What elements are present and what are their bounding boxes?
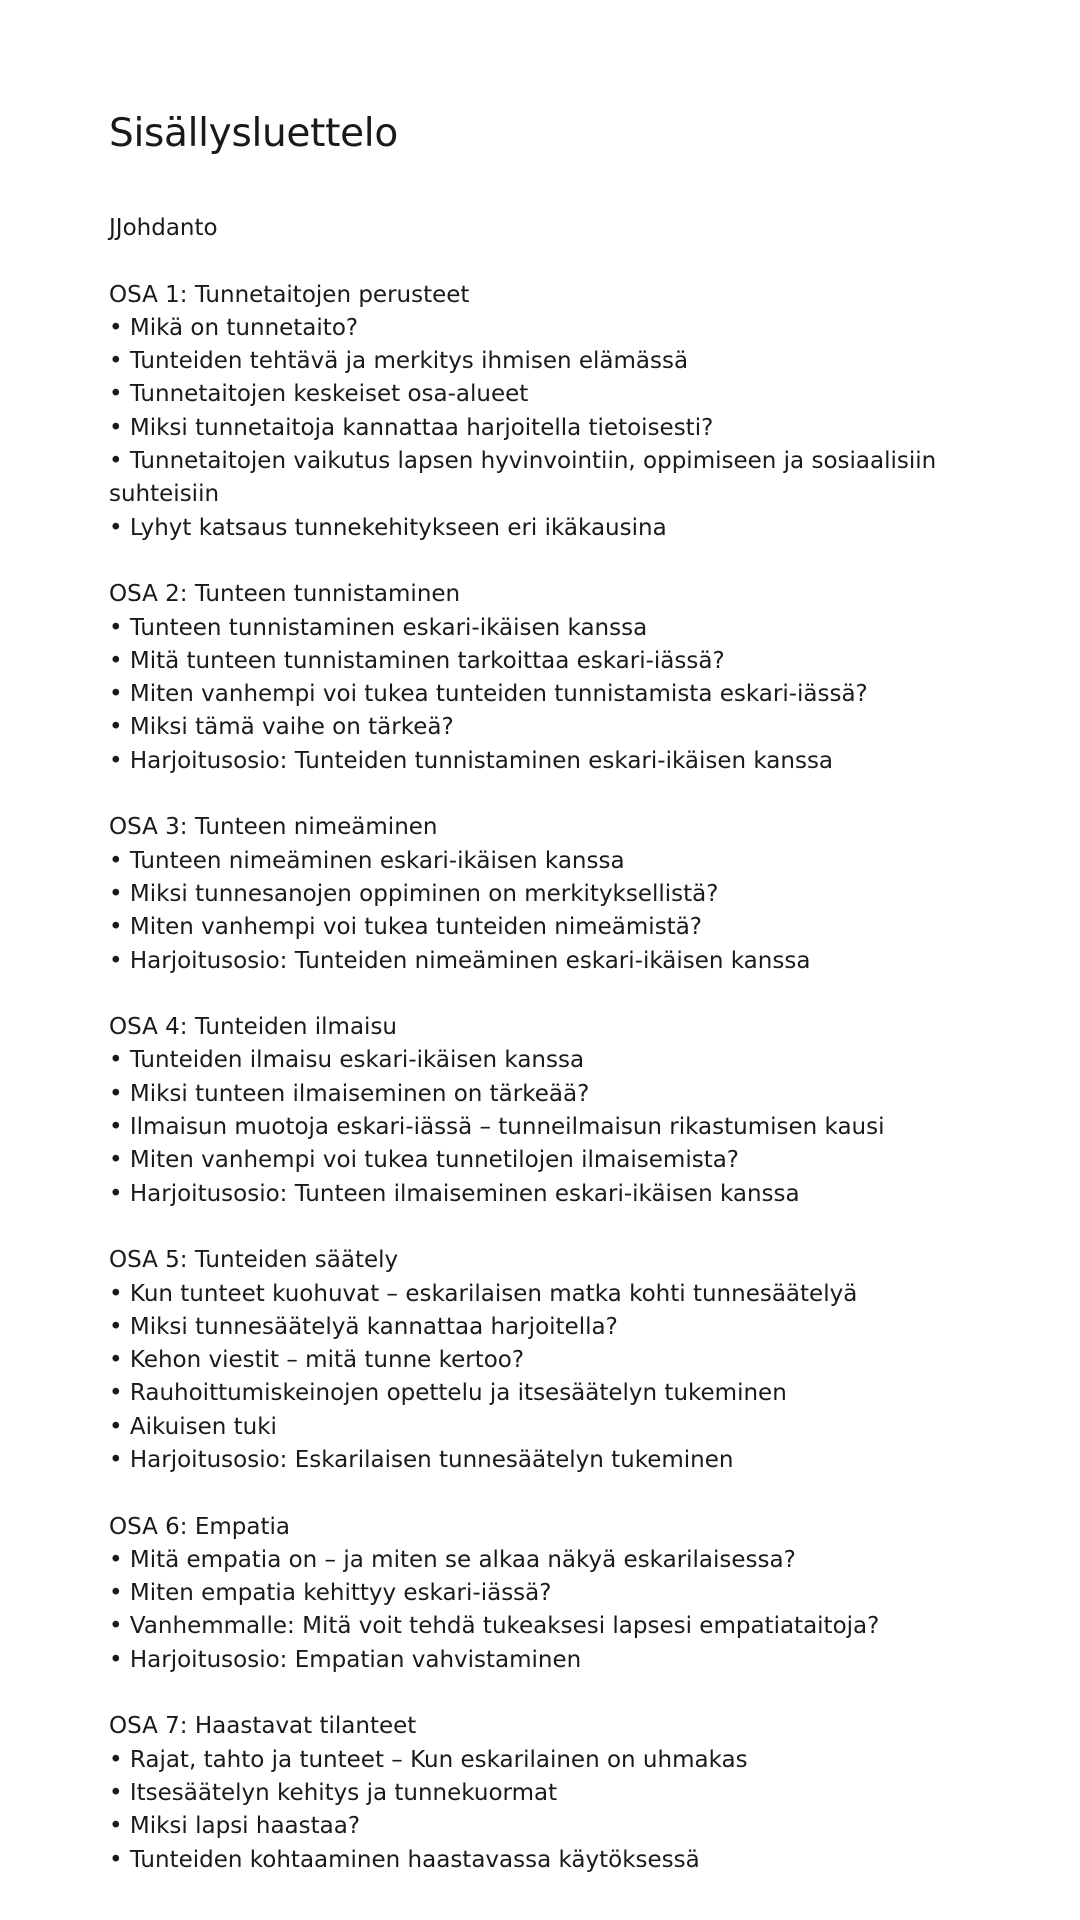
- section-heading: OSA 1: Tunnetaitojen perusteet: [109, 281, 470, 308]
- toc-item: • Tunteen nimeäminen eskari-ikäisen kanssa: [109, 847, 625, 874]
- toc-item: • Ilmaisun muotoja eskari-iässä – tunneilmaisun rikastumisen kausi: [109, 1114, 885, 1141]
- toc-item: • Harjoitusosio: Tunteen ilmaiseminen eskari-ikäisen kanssa: [109, 1180, 800, 1207]
- toc-item: • Harjoitusosio: Eskarilaisen tunnesäätelyn tukeminen: [109, 1446, 734, 1473]
- toc-item: • Tunteiden tehtävä ja merkitys ihmisen elämässä: [109, 348, 689, 375]
- section-heading: OSA 6: Empatia: [109, 1513, 291, 1540]
- section-spacer: [109, 245, 969, 278]
- toc-section: [109, 811, 969, 977]
- toc-item: • Tunteen tunnistaminen eskari-ikäisen kanssa: [109, 614, 648, 641]
- section-spacer: [109, 778, 969, 811]
- toc-item: • Mikä on tunnetaito?: [109, 314, 359, 341]
- toc-section: [109, 578, 969, 778]
- toc-item: • Tunteiden ilmaisu eskari-ikäisen kanssa: [109, 1047, 585, 1074]
- table-of-contents: [109, 245, 969, 1877]
- toc-item: • Miksi tunnesanojen oppiminen on merkityksellistä?: [109, 880, 719, 907]
- toc-item: • Miksi lapsi haastaa?: [109, 1813, 361, 1840]
- toc-item: • Tunnetaitojen vaikutus lapsen hyvinvointiin, oppimiseen ja sosiaalisiin suhteisiin: [109, 448, 937, 508]
- toc-section: [109, 1011, 969, 1211]
- toc-section: [109, 1710, 969, 1876]
- toc-item: • Harjoitusosio: Tunteiden tunnistaminen eskari-ikäisen kanssa: [109, 747, 834, 774]
- toc-item: • Tunteiden kohtaaminen haastavassa käytöksessä: [109, 1846, 700, 1873]
- toc-item: • Harjoitusosio: Empatian vahvistaminen: [109, 1646, 582, 1673]
- toc-item: • Lyhyt katsaus tunnekehitykseen eri ikäkausina: [109, 514, 667, 541]
- toc-item: • Vanhemmalle: Mitä voit tehdä tukeaksesi lapsesi empatiataitoja?: [109, 1613, 880, 1640]
- section-heading: OSA 4: Tunteiden ilmaisu: [109, 1014, 398, 1041]
- toc-section: [109, 279, 969, 545]
- section-spacer: [109, 545, 969, 578]
- toc-item: • Rauhoittumiskeinojen opettelu ja itsesäätelyn tukeminen: [109, 1380, 787, 1407]
- toc-section: [109, 1511, 969, 1677]
- intro-entry: JJohdanto: [109, 215, 218, 241]
- section-heading: OSA 3: Tunteen nimeäminen: [109, 814, 438, 841]
- toc-item: • Mitä tunteen tunnistaminen tarkoittaa eskari-iässä?: [109, 647, 725, 674]
- page-title: Sisällysluettelo: [109, 111, 398, 156]
- toc-item: • Tunnetaitojen keskeiset osa-alueet: [109, 381, 529, 408]
- toc-item: • Miksi tämä vaihe on tärkeä?: [109, 714, 454, 741]
- toc-item: • Miksi tunteen ilmaiseminen on tärkeää?: [109, 1080, 590, 1107]
- document-page: [109, 104, 969, 1877]
- toc-item: • Kun tunteet kuohuvat – eskarilaisen matka kohti tunnesäätelyä: [109, 1280, 858, 1307]
- toc-section: [109, 1244, 969, 1477]
- toc-item: • Miten empatia kehittyy eskari-iässä?: [109, 1580, 552, 1607]
- toc-item: • Itsesäätelyn kehitys ja tunnekuormat: [109, 1779, 558, 1806]
- toc-item: • Rajat, tahto ja tunteet – Kun eskarilainen on uhmakas: [109, 1746, 748, 1773]
- toc-item: • Miksi tunnetaitoja kannattaa harjoitella tietoisesti?: [109, 414, 714, 441]
- toc-item: • Miksi tunnesäätelyä kannattaa harjoitella?: [109, 1313, 618, 1340]
- toc-item: • Aikuisen tuki: [109, 1413, 277, 1440]
- toc-item: • Mitä empatia on – ja miten se alkaa näkyä eskarilaisessa?: [109, 1546, 796, 1573]
- toc-item: • Miten vanhempi voi tukea tunteiden nimeämistä?: [109, 914, 703, 941]
- section-spacer: [109, 1677, 969, 1710]
- toc-item: • Harjoitusosio: Tunteiden nimeäminen eskari-ikäisen kanssa: [109, 947, 811, 974]
- toc-item: • Kehon viestit – mitä tunne kertoo?: [109, 1347, 525, 1374]
- section-heading: OSA 7: Haastavat tilanteet: [109, 1713, 417, 1740]
- section-heading: OSA 5: Tunteiden säätely: [109, 1247, 399, 1274]
- section-spacer: [109, 1477, 969, 1510]
- section-heading: OSA 2: Tunteen tunnistaminen: [109, 581, 461, 608]
- section-spacer: [109, 1211, 969, 1244]
- toc-item: • Miten vanhempi voi tukea tunteiden tunnistamista eskari-iässä?: [109, 681, 868, 708]
- section-spacer: [109, 978, 969, 1011]
- toc-item: • Miten vanhempi voi tukea tunnetilojen ilmaisemista?: [109, 1147, 740, 1174]
